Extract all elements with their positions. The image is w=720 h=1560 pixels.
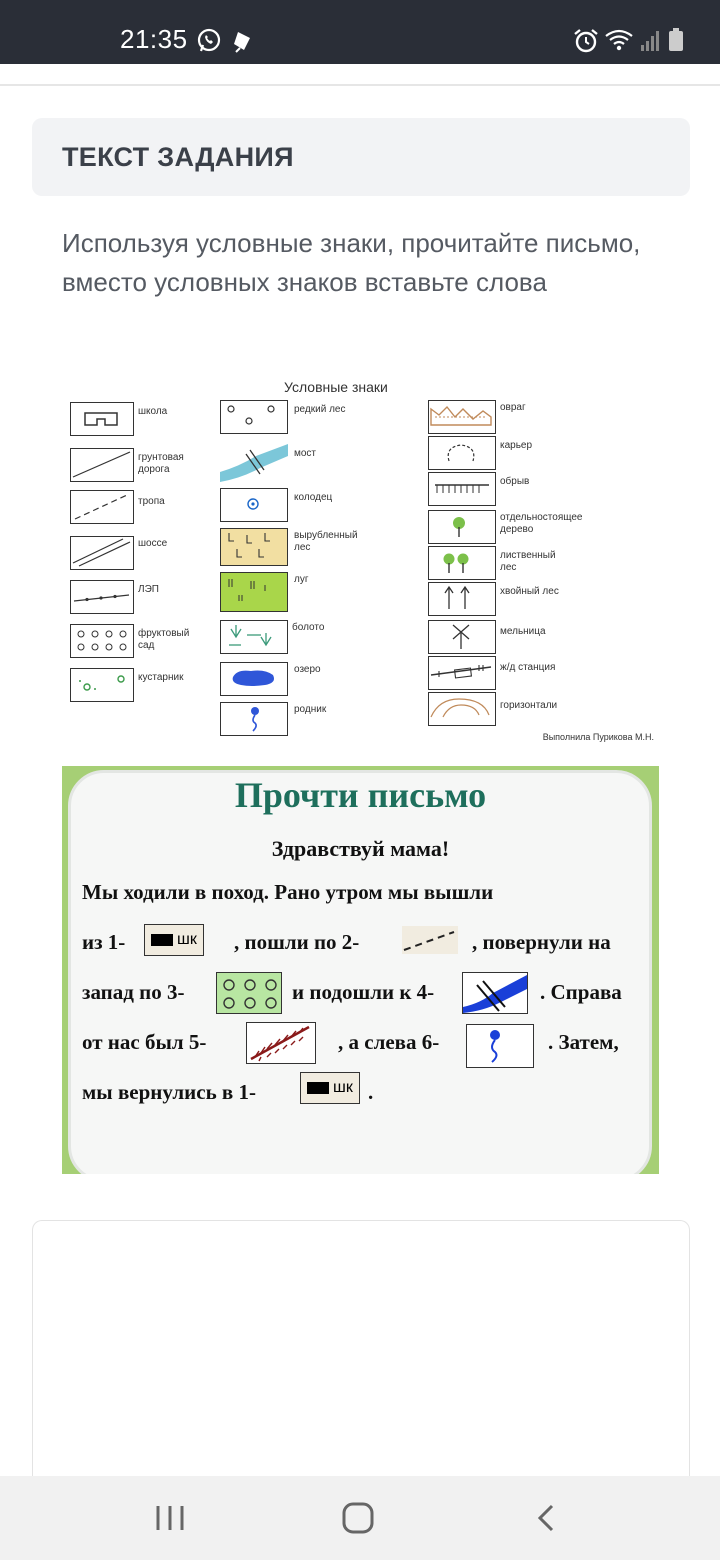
back-button[interactable] — [532, 1502, 560, 1534]
bridge-symbol-ref — [462, 972, 528, 1014]
whatsapp-icon — [196, 28, 222, 54]
letter-text: , а слева 6- — [338, 1030, 440, 1054]
meadow-symbol — [220, 572, 288, 612]
legend-label: лиственный лес — [500, 550, 556, 573]
legend-label: вырубленный лес — [294, 530, 358, 553]
legend-label: овраг — [500, 402, 526, 413]
legend-label: школа — [138, 406, 168, 417]
dirt-road-symbol — [70, 448, 134, 482]
legend-image — [62, 372, 660, 748]
railway-station-symbol — [428, 656, 496, 690]
school-symbol-ref — [300, 1072, 360, 1104]
letter-line: Мы ходили в поход. Рано утром мы вышли — [82, 880, 494, 904]
status-bar — [0, 0, 720, 64]
contour-lines-symbol — [428, 692, 496, 726]
letter-card — [68, 770, 652, 1174]
legend-label: хвойный лес — [500, 586, 559, 597]
legend-label: шоссе — [138, 538, 168, 549]
orchard-symbol — [70, 624, 134, 658]
letter-text: и подошли к 4- — [292, 980, 435, 1004]
windmill-symbol — [428, 620, 496, 654]
legend-author: Выполнила Пурикова М.Н. — [542, 732, 654, 742]
legend-label: горизонтали — [500, 700, 558, 711]
bridge-symbol — [220, 442, 288, 476]
alarm-icon — [572, 28, 600, 54]
legend-label: ЛЭП — [138, 584, 159, 595]
trail-symbol — [70, 490, 134, 524]
sparse-forest-symbol — [220, 400, 288, 434]
quarry-symbol — [428, 436, 496, 470]
shrub-symbol — [70, 668, 134, 702]
letter-text: . — [368, 1080, 374, 1104]
navigation-bar — [0, 1476, 720, 1560]
highway-symbol — [70, 536, 134, 570]
home-button[interactable] — [340, 1500, 376, 1536]
lone-tree-symbol — [428, 510, 496, 544]
letter-greeting: Здравствуй мама! — [271, 836, 450, 861]
school-symbol — [70, 402, 134, 436]
spring-symbol — [220, 702, 288, 736]
recent-apps-button[interactable] — [152, 1502, 188, 1534]
task-header — [32, 118, 690, 196]
orchard-symbol-ref — [216, 972, 282, 1014]
ravine-symbol-ref — [246, 1022, 316, 1064]
well-symbol — [220, 488, 288, 522]
legend-label: луг — [294, 574, 309, 585]
legend-label: грунтовая дорога — [138, 452, 184, 475]
legend-label: мельница — [500, 626, 546, 637]
notification-icon — [230, 28, 254, 54]
legend-label: обрыв — [500, 476, 530, 487]
battery-icon — [668, 28, 684, 52]
legend-label: ж/д станция — [500, 662, 556, 673]
legend-label: карьер — [500, 440, 533, 451]
trail-symbol-ref — [402, 926, 458, 954]
letter-text: мы вернулись в 1- — [82, 1080, 257, 1104]
wifi-icon — [604, 28, 634, 52]
legend-label: озеро — [294, 664, 321, 675]
task-text: Используя условные знаки, прочитайте письмо, вместо условных знаков вставьте слова — [62, 228, 641, 297]
lake-symbol — [220, 662, 288, 696]
top-divider — [0, 84, 720, 86]
letter-text: , повернули на — [472, 930, 611, 954]
letter-text: , пошли по 2- — [234, 930, 360, 954]
school-symbol-text: шк — [177, 931, 197, 948]
deciduous-forest-symbol — [428, 546, 496, 580]
legend-label: мост — [294, 448, 317, 459]
letter-text: запад по 3- — [82, 980, 185, 1004]
ravine-symbol — [428, 400, 496, 434]
swamp-symbol — [220, 620, 288, 654]
legend-label: редкий лес — [294, 404, 346, 415]
legend-label: фруктовый сад — [138, 628, 190, 651]
school-symbol-ref — [144, 924, 204, 956]
cliff-symbol — [428, 472, 496, 506]
letter-text: от нас был 5- — [82, 1030, 207, 1054]
legend-label: тропа — [138, 496, 165, 507]
clock: 21:35 — [120, 24, 188, 54]
clearcut-symbol — [220, 528, 288, 566]
task-header-title: ТЕКСТ ЗАДАНИЯ — [62, 142, 294, 172]
conifer-forest-symbol — [428, 582, 496, 616]
legend-label: кустарник — [138, 672, 184, 683]
letter-text: . Справа — [540, 980, 622, 1004]
spring-symbol-ref — [466, 1024, 534, 1068]
legend-label: отдельностоящее дерево — [500, 512, 583, 535]
legend-label: болото — [292, 622, 325, 633]
letter-text: из 1- — [82, 930, 126, 954]
legend-label: колодец — [294, 492, 333, 503]
letter-text: . Затем, — [548, 1030, 619, 1054]
letter-image — [62, 766, 659, 1174]
signal-icon — [640, 30, 660, 52]
school-symbol-text: шк — [333, 1079, 353, 1096]
legend-label: родник — [294, 704, 327, 715]
letter-title: Прочти письмо — [234, 775, 487, 815]
answer-input[interactable] — [32, 1220, 690, 1490]
legend-title: Условные знаки — [284, 379, 388, 395]
power-line-symbol — [70, 580, 134, 614]
